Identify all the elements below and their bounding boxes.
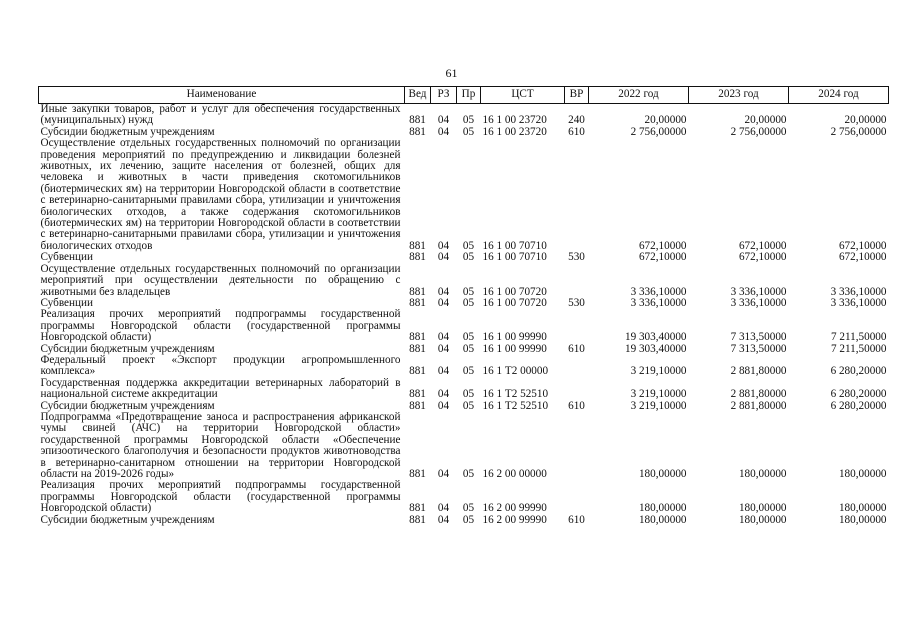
row-vr-cell: 610: [568, 342, 585, 355]
row-name-cell: Субвенции: [40, 296, 93, 309]
row-pr-cell: 05: [462, 125, 475, 138]
row-vr-cell: 530: [568, 296, 585, 309]
row-2022-cell: 19 303,40000: [624, 331, 687, 344]
row-ved-cell: 881: [409, 285, 426, 298]
budget-table: [38, 86, 889, 526]
row-cst-cell: 16 1 00 23720: [482, 114, 547, 127]
table-row: [39, 355, 889, 378]
header-name: Наименование: [39, 87, 405, 104]
row-ved-cell: 881: [409, 468, 426, 480]
row-rz-cell: 04: [437, 331, 450, 344]
row-name-cell: Субсидии бюджетным учреждениям: [40, 125, 215, 138]
row-rz-cell: 04: [437, 296, 450, 309]
row-2023-cell: 7 313,50000: [730, 331, 787, 344]
row-2022-cell: 3 336,10000: [630, 285, 687, 298]
row-2023-cell: 3 336,10000: [730, 285, 787, 298]
row-ved-cell: 881: [409, 251, 426, 264]
row-pr-cell: 05: [462, 296, 475, 309]
row-2023-cell: 180,00000: [738, 502, 787, 515]
row-rz-cell: 04: [437, 365, 450, 378]
row-pr-cell: 05: [462, 513, 475, 526]
table-row: [39, 252, 889, 263]
row-rz-cell: 04: [437, 285, 450, 298]
row-ved-cell: 881: [409, 399, 426, 412]
row-2022-cell: 20,00000: [644, 114, 687, 127]
row-2023-cell: 672,10000: [738, 251, 787, 264]
row-cst-cell: 16 1 00 99990: [482, 331, 547, 344]
row-2022-cell: 3 219,10000: [630, 388, 687, 401]
table-row: [39, 309, 889, 343]
row-pr-cell: 05: [462, 114, 475, 127]
header-ved: Вед: [405, 87, 431, 104]
row-2022-cell: 3 219,10000: [630, 365, 687, 378]
row-rz-cell: 04: [437, 125, 450, 138]
row-name-cell: Осуществление отдельных государственных полномочий по организации проведения мероприятий по предупреждению и ликвидации болезней животных, их лечению, защите населения от болезней, общих для человека и животных в части приведения скотомогильников (биотермических ям) на территории Новгородской области в соответствие с ветеринарно-санитарными правилами сбора, утилизации и уничтожения биологических отходов, а также содержания скотомогильников (биотермических ям) на территории Новгородской области в соответствии с ветеринарно-санитарными правилами сбора, утилизации и уничтожения биологических отходов: [40, 137, 401, 252]
page-number: 61: [445, 66, 458, 80]
row-cst-cell: 16 2 00 99990: [482, 513, 547, 526]
row-2024-cell: 20,00000: [844, 114, 887, 127]
row-2024-cell: 7 211,50000: [830, 331, 887, 344]
row-ved-cell: 881: [409, 513, 426, 526]
row-rz-cell: 04: [437, 114, 450, 127]
table-row: [39, 264, 889, 298]
row-2022-cell: 3 336,10000: [630, 296, 687, 309]
row-2023-cell: 2 881,80000: [730, 399, 787, 412]
table-row: [39, 378, 889, 401]
row-2023-cell: 2 881,80000: [730, 388, 787, 401]
row-2022-cell: 672,10000: [638, 251, 687, 264]
row-vr-cell: [565, 412, 589, 480]
row-ved-cell: 881: [409, 388, 426, 401]
row-2023-cell: 3 336,10000: [730, 296, 787, 309]
row-2023-cell: 672,10000: [738, 239, 787, 252]
row-2023-cell: 180,00000: [738, 513, 787, 526]
row-rz-cell: 04: [437, 502, 450, 515]
row-rz-cell: 04: [437, 399, 450, 412]
row-ved-cell: 881: [409, 114, 426, 127]
row-pr-cell: 05: [462, 239, 475, 252]
row-pr-cell: 05: [462, 399, 475, 412]
row-2024-cell: 672,10000: [838, 251, 887, 264]
row-vr-cell: 530: [568, 251, 585, 264]
header-vr: ВР: [565, 87, 589, 104]
row-pr-cell: 05: [462, 342, 475, 355]
row-2023-cell: 20,00000: [744, 114, 787, 127]
row-vr-cell: 610: [568, 513, 585, 526]
row-ved-cell: 881: [409, 502, 426, 515]
row-pr-cell: 05: [462, 365, 475, 378]
table-row: [39, 138, 889, 252]
row-name-cell: Осуществление отдельных государственных полномочий по организации мероприятий при осуществлении деятельности по обращению с животными без владельцев: [40, 262, 401, 298]
row-name-cell: Субсидии бюджетным учреждениям: [40, 513, 215, 526]
row-cst-cell: 16 1 00 70710: [482, 239, 547, 252]
row-vr-cell: 610: [568, 125, 585, 138]
row-2024-cell: 3 336,10000: [830, 296, 887, 309]
row-ved-cell: 881: [409, 342, 426, 355]
row-ved-cell: 881: [409, 239, 426, 252]
row-vr-cell: [565, 138, 589, 252]
row-vr-cell: [565, 480, 589, 514]
row-name-cell: Субвенции: [40, 251, 93, 264]
row-cst-cell: 16 1 Т2 52510: [482, 399, 549, 412]
header-pr: Пр: [457, 87, 481, 104]
row-2024-cell: 3 336,10000: [830, 285, 887, 298]
row-2024-cell: 6 280,20000: [830, 399, 887, 412]
row-vr-cell: [565, 309, 589, 343]
row-pr-cell: 05: [462, 468, 475, 480]
row-name-cell: Субсидии бюджетным учреждениям: [40, 342, 215, 355]
row-rz-cell: 04: [437, 388, 450, 401]
row-vr-cell: [565, 264, 589, 298]
row-ved-cell: 881: [409, 125, 426, 138]
row-2024-cell: 672,10000: [838, 239, 887, 252]
row-2022-cell: 19 303,40000: [624, 342, 687, 355]
row-cst-cell: 16 1 00 70720: [482, 296, 547, 309]
row-name-cell: Подпрограмма «Предотвращение заноса и распространения африканской чумы свиней (АЧС) на территории Новгородской области» государственной программы Новгородской области «Обеспечение эпизоотического благополучия и безопасности продуктов животноводства в ветеринарно-санитарном отношении на территории Новгородской области на 2019-2026 годы»: [40, 410, 401, 480]
row-2022-cell: 180,00000: [638, 513, 687, 526]
row-2022-cell: 180,00000: [638, 468, 687, 480]
row-ved-cell: 881: [409, 365, 426, 378]
row-vr-cell: [565, 378, 589, 401]
row-vr-cell: 610: [568, 399, 585, 412]
row-pr-cell: 05: [462, 388, 475, 401]
header-2024: 2024 год: [789, 87, 889, 104]
row-name-cell: Государственная поддержка аккредитации ветеринарных лабораторий в национальной системе аккредитации: [40, 376, 401, 401]
row-cst-cell: 16 1 00 70720: [482, 285, 547, 298]
row-2023-cell: 7 313,50000: [730, 342, 787, 355]
row-rz-cell: 04: [437, 513, 450, 526]
row-cst-cell: 16 2 00 99990: [482, 502, 547, 515]
row-pr-cell: 05: [462, 502, 475, 515]
header-2022: 2022 год: [589, 87, 689, 104]
row-vr-cell: 240: [568, 114, 585, 127]
row-2022-cell: 3 219,10000: [630, 399, 687, 412]
row-cst-cell: 16 1 Т2 52510: [482, 388, 549, 401]
table-row: [39, 104, 889, 127]
table-header-row: [39, 87, 889, 104]
row-name-cell: Реализация прочих мероприятий подпрограммы государственной программы Новгородской области (государственной программы Новгородской области): [40, 479, 401, 515]
row-name-cell: Реализация прочих мероприятий подпрограммы государственной программы Новгородской области (государственной программы Новгородской области): [40, 308, 401, 344]
row-name-cell: Иные закупки товаров, работ и услуг для обеспечения государственных (муниципальных) нужд: [40, 103, 401, 127]
row-rz-cell: 04: [437, 239, 450, 252]
row-rz-cell: 04: [437, 251, 450, 264]
row-rz-cell: 04: [437, 342, 450, 355]
row-2023-cell: 180,00000: [738, 468, 787, 480]
table-row: [39, 480, 889, 514]
row-pr-cell: 05: [462, 331, 475, 344]
row-2024-cell: 180,00000: [838, 513, 887, 526]
header-2023: 2023 год: [689, 87, 789, 104]
row-pr-cell: 05: [462, 251, 475, 264]
row-2024-cell: 180,00000: [838, 502, 887, 515]
row-ved-cell: 881: [409, 331, 426, 344]
row-2024-cell: 6 280,20000: [830, 365, 887, 378]
row-cst-cell: 16 1 00 23720: [482, 125, 547, 138]
row-cst-cell: 16 1 00 99990: [482, 342, 547, 355]
row-2023-cell: 2 756,00000: [730, 125, 787, 138]
row-cst-cell: 16 1 00 70710: [482, 251, 547, 264]
row-2022-cell: 180,00000: [638, 502, 687, 515]
row-2024-cell: 6 280,20000: [830, 388, 887, 401]
row-2024-cell: 2 756,00000: [830, 125, 887, 138]
row-2023-cell: 2 881,80000: [730, 365, 787, 378]
row-name-cell: Субсидии бюджетным учреждениям: [40, 399, 215, 412]
row-2022-cell: 2 756,00000: [630, 125, 687, 138]
row-vr-cell: [565, 355, 589, 378]
table-row: [39, 515, 889, 526]
table-row: [39, 412, 889, 480]
row-ved-cell: 881: [409, 296, 426, 309]
header-rz: РЗ: [431, 87, 457, 104]
row-2024-cell: 180,00000: [838, 468, 887, 480]
row-pr-cell: 05: [462, 285, 475, 298]
row-name-cell: Федеральный проект «Экспорт продукции агропромышленного комплекса»: [40, 353, 401, 378]
row-cst-cell: 16 1 Т2 00000: [482, 365, 549, 378]
row-rz-cell: 04: [437, 468, 450, 480]
row-2024-cell: 7 211,50000: [830, 342, 887, 355]
header-cst: ЦСТ: [481, 87, 565, 104]
row-cst-cell: 16 2 00 00000: [482, 468, 547, 480]
row-2022-cell: 672,10000: [638, 239, 687, 252]
